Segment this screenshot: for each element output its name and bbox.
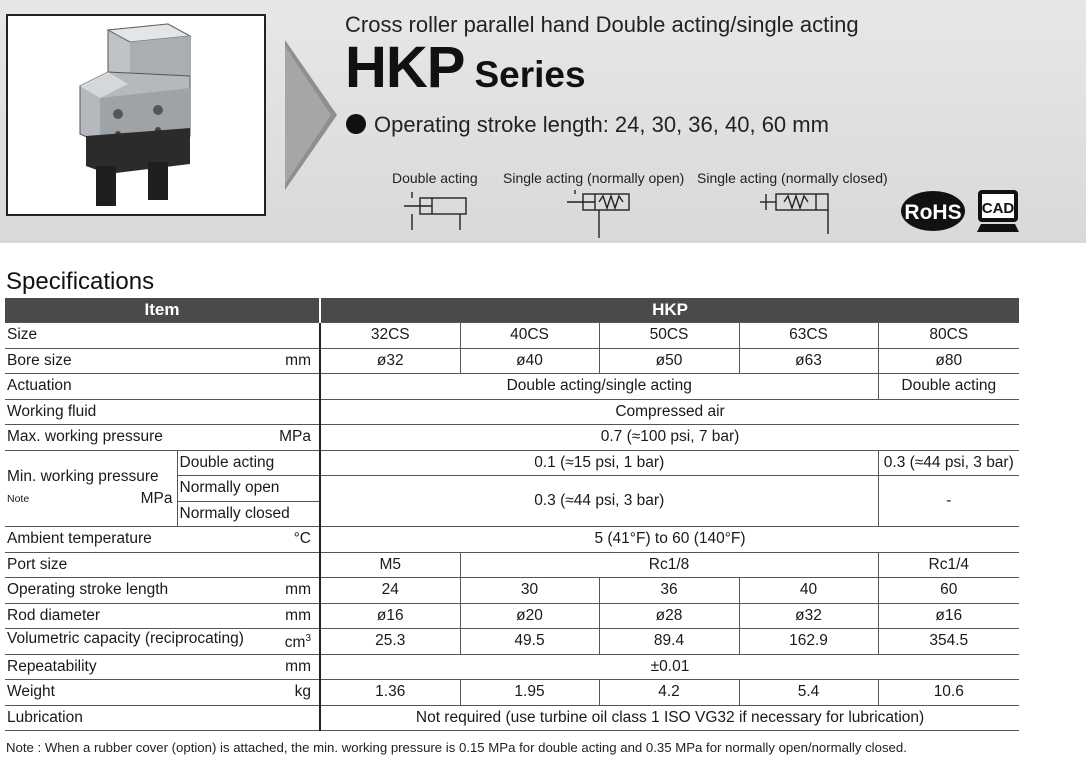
- table-cell: Rc1/8: [460, 552, 878, 578]
- stroke-text: Operating stroke length: 24, 30, 36, 40, 60 mm: [374, 112, 829, 137]
- series-word: Series: [474, 54, 586, 95]
- subtitle: Cross roller parallel hand Double acting/single acting: [345, 12, 859, 37]
- table-row: [5, 450, 1019, 476]
- symbol-label-open: Single acting (normally open): [503, 170, 685, 186]
- table-cell: 36: [599, 578, 739, 604]
- table-cell: 30: [460, 578, 599, 604]
- table-row: [5, 654, 1019, 680]
- row-label: Volumetric capacity (reciprocating) $cm^3$: [5, 629, 320, 655]
- table-row: [5, 578, 1019, 604]
- table-cell: ø32: [739, 603, 878, 629]
- table-cell: ø16: [878, 603, 1019, 629]
- table-cell: ø80: [878, 348, 1019, 374]
- footnote: Note : When a rubber cover (option) is attached, the min. working pressure is 0.15 MPa for double acting and 0.35 MPa for normally open/normally closed.: [6, 740, 907, 755]
- table-row: [5, 705, 1019, 731]
- table-row: [5, 629, 1019, 655]
- row-label: Bore size mm: [5, 348, 320, 374]
- table-cell: 1.36: [320, 680, 460, 706]
- table-cell: Double acting/single acting: [320, 374, 878, 400]
- cad-badge: [975, 188, 1021, 234]
- row-label: Ambient temperature °C: [5, 527, 320, 553]
- single-acting-closed-symbol-icon: [758, 190, 834, 236]
- table-cell: ±0.01: [320, 654, 1019, 680]
- table-cell: 162.9: [739, 629, 878, 655]
- table-cell: 89.4: [599, 629, 739, 655]
- table-cell: ø16: [320, 603, 460, 629]
- row-label: Operating stroke length mm: [5, 578, 320, 604]
- header-model: HKP: [320, 298, 1019, 323]
- row-label: Max. working pressure MPa: [5, 425, 320, 451]
- table-cell: 63CS: [739, 323, 878, 349]
- table-cell: Compressed air: [320, 399, 1019, 425]
- product-photo: [6, 14, 266, 216]
- row-label: Min. working pressure Note MPa: [5, 450, 177, 527]
- stroke-spec: [346, 112, 829, 138]
- sub-label-closed: Normally closed: [177, 501, 320, 527]
- table-row: [5, 552, 1019, 578]
- table-cell: 0.7 (≈100 psi, 7 bar): [320, 425, 1019, 451]
- row-label: Repeatability mm: [5, 654, 320, 680]
- table-row: [5, 399, 1019, 425]
- table-row: [5, 348, 1019, 374]
- table-row: [5, 374, 1019, 400]
- table-cell: ø63: [739, 348, 878, 374]
- row-label: Working fluid: [5, 399, 320, 425]
- sub-label-open: Normally open: [177, 476, 320, 502]
- symbol-label-double: Double acting: [392, 170, 478, 186]
- table-row: [5, 527, 1019, 553]
- sub-label-double: Double acting: [177, 450, 320, 476]
- table-cell: 0.3 (≈44 psi, 3 bar): [320, 476, 878, 527]
- table-cell: 5 (41°F) to 60 (140°F): [320, 527, 1019, 553]
- table-cell: 32CS: [320, 323, 460, 349]
- table-cell: ø40: [460, 348, 599, 374]
- table-cell: 0.3 (≈44 psi, 3 bar): [878, 450, 1019, 476]
- table-cell: ø20: [460, 603, 599, 629]
- single-acting-open-symbol-icon: [565, 190, 635, 240]
- specifications-heading: Specifications: [6, 268, 155, 295]
- table-cell: -: [878, 476, 1019, 527]
- double-acting-cylinder-symbol-icon: [402, 192, 472, 234]
- table-header-row: [5, 298, 1019, 323]
- table-row: [5, 323, 1019, 349]
- symbol-label-closed: Single acting (normally closed): [697, 170, 888, 186]
- table-cell: ø32: [320, 348, 460, 374]
- table-cell: 40: [739, 578, 878, 604]
- series-title: [345, 34, 586, 101]
- table-cell: 4.2: [599, 680, 739, 706]
- table-cell: ø28: [599, 603, 739, 629]
- row-label: Lubrication: [5, 705, 320, 731]
- bullet-icon: [346, 114, 366, 134]
- cad-text: CAD: [981, 200, 1015, 217]
- specifications-table: [5, 298, 1019, 731]
- table-cell: 354.5: [878, 629, 1019, 655]
- model-name: HKP: [345, 35, 465, 100]
- table-cell: 10.6: [878, 680, 1019, 706]
- table-cell: 5.4: [739, 680, 878, 706]
- row-label: Actuation: [5, 374, 320, 400]
- table-cell: 40CS: [460, 323, 599, 349]
- table-cell: 50CS: [599, 323, 739, 349]
- table-cell: 24: [320, 578, 460, 604]
- row-label: Size: [5, 323, 320, 349]
- table-row: [5, 425, 1019, 451]
- table-cell: 80CS: [878, 323, 1019, 349]
- pointer-arrow-icon: [285, 40, 340, 190]
- rohs-badge: [900, 190, 966, 232]
- table-cell: 49.5: [460, 629, 599, 655]
- table-cell: Not required (use turbine oil class 1 ISO VG32 if necessary for lubrication): [320, 705, 1019, 731]
- table-cell: M5: [320, 552, 460, 578]
- row-label: Weight kg: [5, 680, 320, 706]
- table-cell: Double acting: [878, 374, 1019, 400]
- table-cell: 1.95: [460, 680, 599, 706]
- table-cell: 25.3: [320, 629, 460, 655]
- table-cell: 0.1 (≈15 psi, 1 bar): [320, 450, 878, 476]
- rohs-text: RoHS: [904, 201, 962, 224]
- row-label: Rod diameter mm: [5, 603, 320, 629]
- row-label: Port size: [5, 552, 320, 578]
- table-cell: ø50: [599, 348, 739, 374]
- table-row: [5, 603, 1019, 629]
- table-cell: 60: [878, 578, 1019, 604]
- table-row: [5, 680, 1019, 706]
- header-item: Item: [5, 298, 320, 323]
- table-cell: Rc1/4: [878, 552, 1019, 578]
